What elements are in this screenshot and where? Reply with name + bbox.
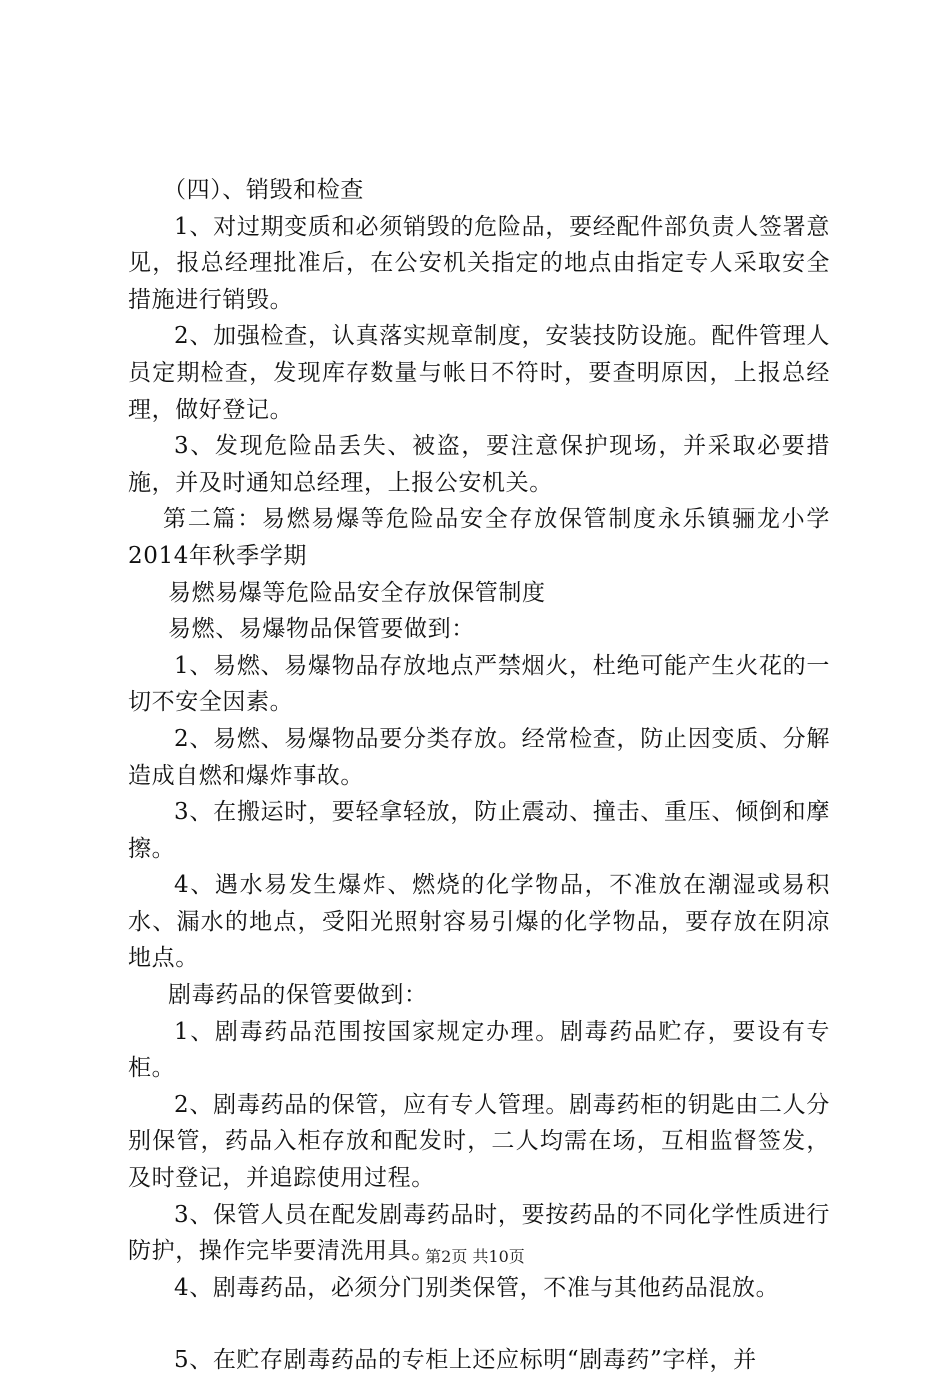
toxic-storage-heading: 剧毒药品的保管要做到： bbox=[168, 982, 428, 1009]
paragraph-flammable-item-1: 1、易燃、易爆物品存放地点严禁烟火，杜绝可能产生火花的一切不安全因素。 bbox=[128, 652, 830, 716]
paragraph-toxic-item-5: 5、在贮存剧毒药品的专柜上还应标明“剧毒药”字样，并 bbox=[174, 1347, 757, 1374]
paragraph-toxic-item-3: 3、保管人员在配发剧毒药品时，要按药品的不同化学性质进行防护，操作完毕要清洗用具。 bbox=[128, 1201, 830, 1265]
paragraph-flammable-item-3: 3、在搬运时，要轻拿轻放，防止震动、撞击、重压、倾倒和摩擦。 bbox=[128, 799, 830, 862]
section-heading-destruction-inspection: （四）、销毁和检查 bbox=[163, 177, 364, 203]
paragraph-destruction-item-1: 1、对过期变质和必须销毁的危险品，要经配件部负责人签署意见，报总经理批准后，在公安机关指定的地点由指定专人采取安全措施进行销毁。 bbox=[128, 213, 830, 313]
regulation-title: 易燃易爆等危险品安全存放保管制度 bbox=[168, 579, 546, 606]
flammable-storage-heading: 易燃、易爆物品保管要做到： bbox=[168, 616, 475, 643]
page-footer: 第2页 共10页 bbox=[425, 1247, 525, 1266]
paragraph-destruction-item-3: 3、发现危险品丢失、被盗，要注意保护现场，并采取必要措施，并及时通知总经理，上报公安机关。 bbox=[128, 433, 830, 496]
paragraph-toxic-item-1: 1、剧毒药品范围按国家规定办理。剧毒药品贮存，要设有专柜。 bbox=[128, 1018, 830, 1082]
chapter-two-title: 第二篇：易燃易爆等危险品安全存放保管制度永乐镇骊龙小学2014年秋季学期 bbox=[128, 506, 830, 569]
paragraph-toxic-item-4: 4、剧毒药品，必须分门别类保管，不准与其他药品混放。 bbox=[174, 1274, 780, 1301]
document-body bbox=[128, 172, 830, 1379]
paragraph-flammable-item-4: 4、遇水易发生爆炸、燃烧的化学物品，不准放在潮湿或易积水、漏水的地点，受阳光照射容易引爆的化学物品，要存放在阴凉地点。 bbox=[128, 872, 830, 972]
paragraph-destruction-item-2: 2、加强检查，认真落实规章制度，安装技防设施。配件管理人员定期检查，发现库存数量与帐日不符时，要查明原因，上报总经理，做好登记。 bbox=[128, 323, 830, 423]
paragraph-flammable-item-2: 2、易燃、易爆物品要分类存放。经常检查，防止因变质、分解造成自燃和爆炸事故。 bbox=[128, 725, 830, 789]
paragraph-toxic-item-2: 2、剧毒药品的保管，应有专人管理。剧毒药柜的钥匙由二人分别保管，药品入柜存放和配发时，二人均需在场，互相监督签发，及时登记，并追踪使用过程。 bbox=[128, 1091, 830, 1192]
